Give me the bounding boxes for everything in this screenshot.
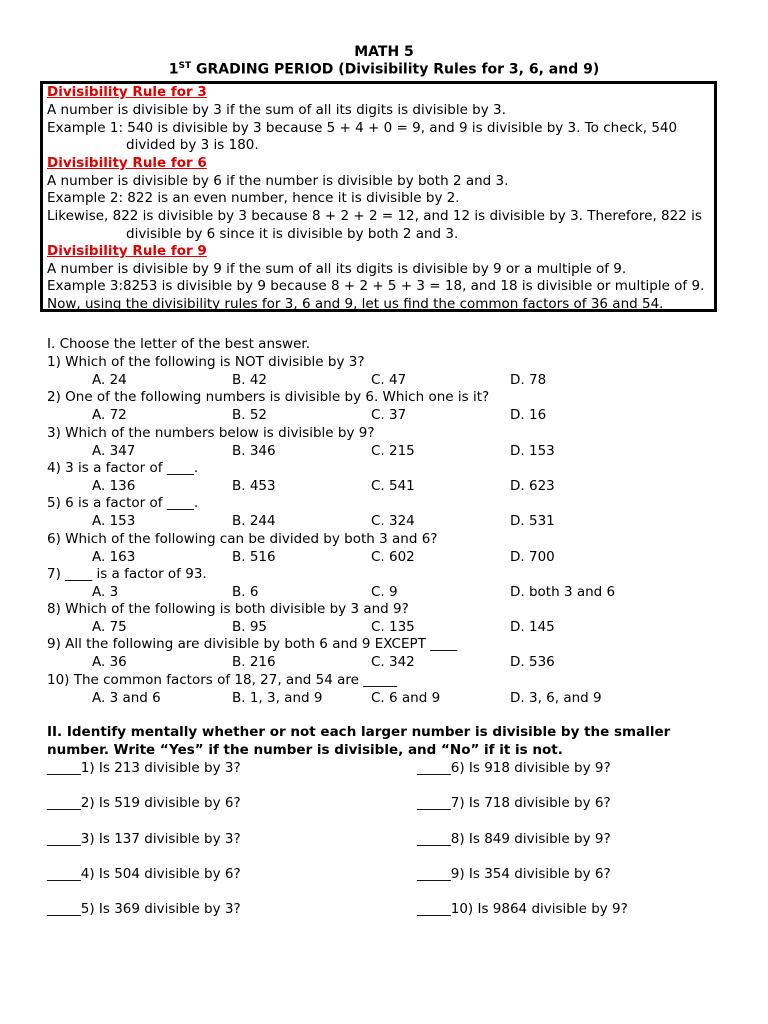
answer-option: A. 75 <box>92 619 127 636</box>
question-text: 5) 6 is a factor of ____. <box>47 495 199 512</box>
yes-no-item: _____6) Is 918 divisible by 9? <box>417 760 611 776</box>
yes-no-item: _____5) Is 369 divisible by 3? <box>47 901 241 918</box>
answer-option: C. 9 <box>371 583 398 600</box>
answer-option: B. 216 <box>232 654 276 671</box>
question-text: 2) One of the following numbers is divisible by 6. Which one is it? <box>47 389 490 406</box>
answer-option: A. 72 <box>92 407 127 424</box>
answer-option: C. 324 <box>371 513 415 530</box>
part2-instruction-line1: II. Identify mentally whether or not each larger number is divisible by the smaller <box>47 724 671 740</box>
rule3-line: divided by 3 is 180. <box>126 137 259 153</box>
answer-option: C. 6 and 9 <box>371 689 441 706</box>
rule6-line: A number is divisible by 6 if the number is divisible by both 2 and 3. <box>47 173 509 189</box>
yes-no-item: _____1) Is 213 divisible by 3? <box>47 760 241 776</box>
answer-option: C. 47 <box>371 372 407 388</box>
question-text: 9) All the following are divisible by both 6 and 9 EXCEPT ____ <box>47 636 458 653</box>
grading-period-title <box>0 61 768 78</box>
answer-option: C. 215 <box>371 442 415 459</box>
question-text: 6) Which of the following can be divided by both 3 and 6? <box>47 530 438 547</box>
answer-option: B. 1, 3, and 9 <box>232 689 323 706</box>
answer-option: B. 516 <box>232 548 276 565</box>
answer-option: D. 623 <box>510 477 555 494</box>
answer-option: A. 24 <box>92 372 127 388</box>
question-text: 8) Which of the following is both divisible by 3 and 9? <box>47 601 409 618</box>
answer-option: D. 78 <box>510 372 547 388</box>
rule6-line: Likewise, 822 is divisible by 3 because 8 + 2 + 2 = 12, and 12 is divisible by 3. Therefore, 822 is <box>47 208 702 224</box>
answer-option: C. 342 <box>371 654 415 671</box>
worksheet-title: MATH 5 <box>354 44 414 60</box>
question-text: 1) Which of the following is NOT divisible by 3? <box>47 354 365 370</box>
rule9-heading: Divisibility Rule for 9 <box>47 243 207 259</box>
rule6-line: Example 2: 822 is an even number, hence it is divisible by 2. <box>47 190 460 206</box>
answer-option: B. 244 <box>232 513 276 530</box>
answer-option: B. 52 <box>232 407 268 424</box>
answer-option: B. 453 <box>232 477 276 494</box>
answer-option: D. 153 <box>510 442 555 459</box>
answer-option: A. 36 <box>92 654 127 671</box>
rule3-line: Example 1: 540 is divisible by 3 because 5 + 4 + 0 = 9, and 9 is divisible by 3. To check, 540 <box>47 120 678 136</box>
answer-option: D. 700 <box>510 548 555 565</box>
rule3-line: A number is divisible by 3 if the sum of all its digits is divisible by 3. <box>47 102 506 118</box>
rule6-line: divisible by 6 since it is divisible by both 2 and 3. <box>126 226 459 242</box>
yes-no-item: _____10) Is 9864 divisible by 9? <box>417 901 628 918</box>
answer-option: C. 37 <box>371 407 407 424</box>
answer-option: B. 6 <box>232 583 259 600</box>
rule9-line: Example 3:8253 is divisible by 9 because 8 + 2 + 5 + 3 = 18, and 18 is divisible or multiple of 9. <box>47 278 705 294</box>
period-text: GRADING PERIOD (Divisibility Rules for 3, 6, and 9) <box>191 61 600 78</box>
answer-option: D. 16 <box>510 407 547 424</box>
answer-option: D. 536 <box>510 654 555 671</box>
answer-option: D. both 3 and 6 <box>510 583 616 600</box>
rule3-heading: Divisibility Rule for 3 <box>47 84 207 100</box>
answer-option: A. 3 and 6 <box>92 689 161 706</box>
answer-option: B. 346 <box>232 442 276 459</box>
yes-no-item: _____7) Is 718 divisible by 6? <box>417 795 611 812</box>
rule9-line: A number is divisible by 9 if the sum of all its digits is divisible by 9 or a multiple of 9. <box>47 261 627 277</box>
answer-option: B. 42 <box>232 372 268 388</box>
answer-option: B. 95 <box>232 619 268 636</box>
rule6-heading: Divisibility Rule for 6 <box>47 155 207 171</box>
question-text: 3) Which of the numbers below is divisible by 9? <box>47 424 375 441</box>
answer-option: A. 347 <box>92 442 136 459</box>
question-text: 7) ____ is a factor of 93. <box>47 565 207 582</box>
part1-instruction: I. Choose the letter of the best answer. <box>47 336 310 352</box>
answer-option: D. 531 <box>510 513 555 530</box>
question-text: 10) The common factors of 18, 27, and 54 are _____ <box>47 671 397 688</box>
period-superscript: ST <box>178 61 192 71</box>
rule9-line: Now, using the divisibility rules for 3, 6 and 9, let us find the common factors of 36 and 54. <box>47 296 664 312</box>
answer-option: D. 145 <box>510 619 555 636</box>
answer-option: A. 153 <box>92 513 136 530</box>
answer-option: C. 135 <box>371 619 415 636</box>
answer-option: C. 541 <box>371 477 415 494</box>
part2-instruction-line2: number. Write “Yes” if the number is divisible, and “No” if it is not. <box>47 742 563 758</box>
answer-option: D. 3, 6, and 9 <box>510 689 602 706</box>
yes-no-item: _____8) Is 849 divisible by 9? <box>417 830 611 847</box>
answer-option: A. 3 <box>92 583 119 600</box>
yes-no-item: _____9) Is 354 divisible by 6? <box>417 865 611 882</box>
yes-no-item: _____4) Is 504 divisible by 6? <box>47 865 241 882</box>
answer-option: C. 602 <box>371 548 415 565</box>
period-number: 1 <box>168 61 179 78</box>
question-text: 4) 3 is a factor of ____. <box>47 459 199 476</box>
answer-option: A. 136 <box>92 477 136 494</box>
yes-no-item: _____2) Is 519 divisible by 6? <box>47 795 241 812</box>
yes-no-item: _____3) Is 137 divisible by 3? <box>47 830 241 847</box>
answer-option: A. 163 <box>92 548 136 565</box>
